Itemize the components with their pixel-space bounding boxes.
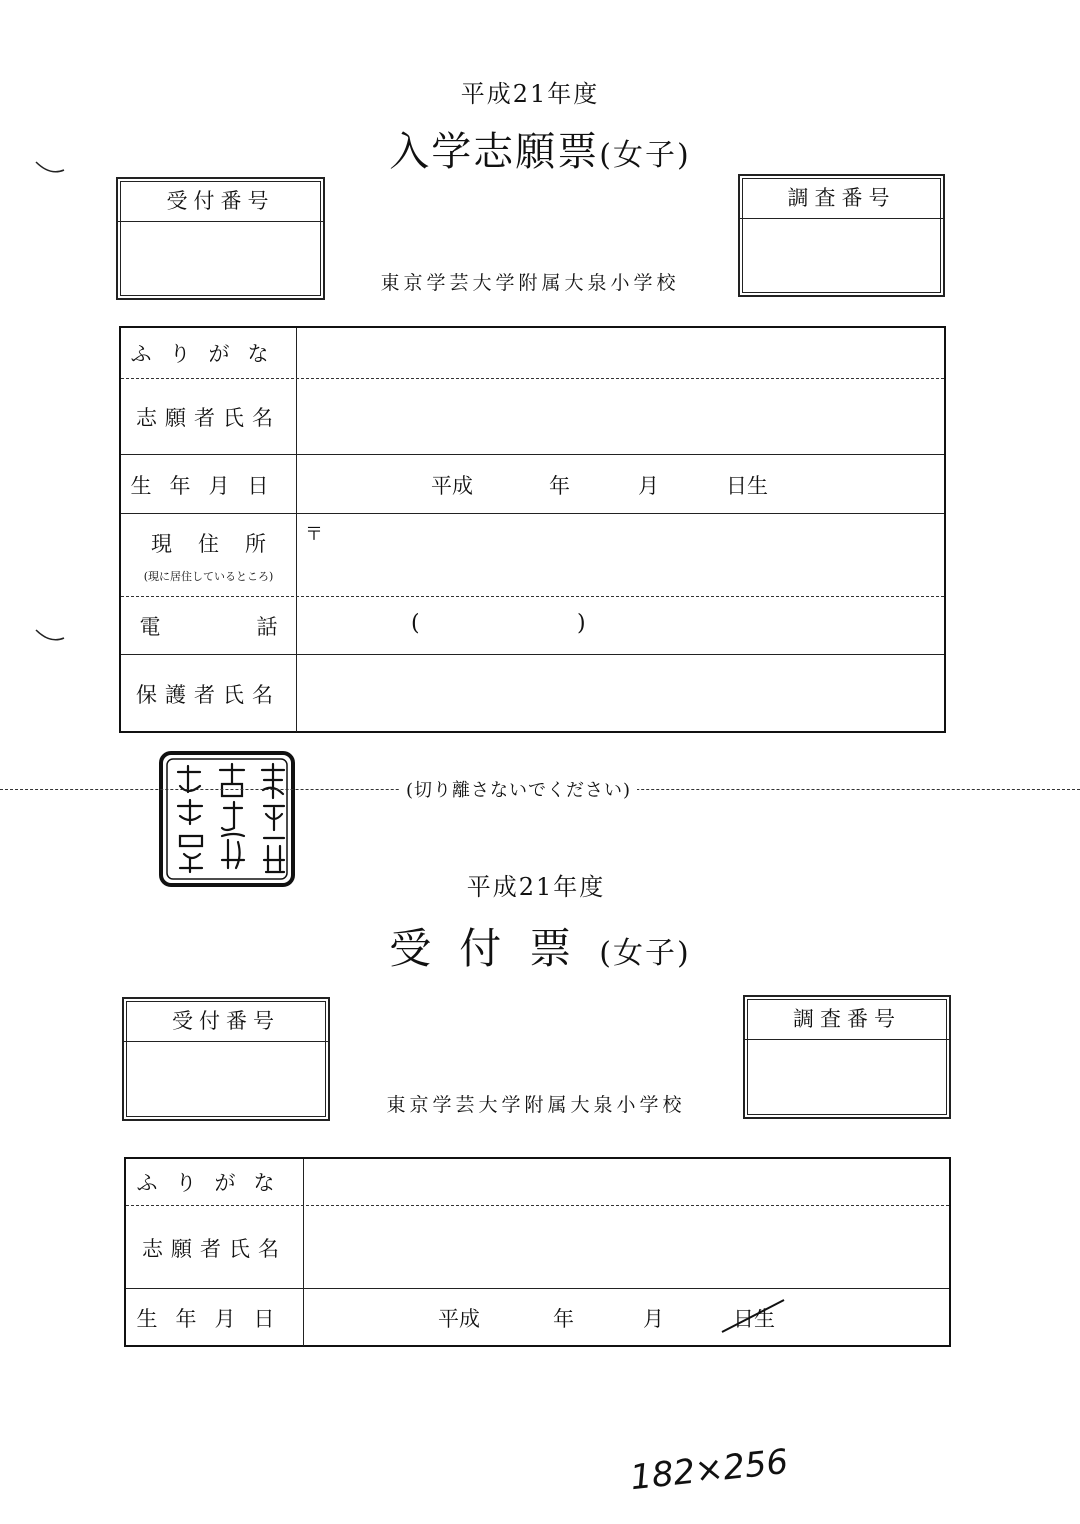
label-address: 現住所 xyxy=(151,531,292,556)
row-guardian-name[interactable] xyxy=(121,654,944,732)
pen-strike xyxy=(718,1296,790,1336)
label-birth-date: 生年月日 xyxy=(130,473,287,498)
slip-label-furigana: ふりがな xyxy=(136,1171,293,1195)
school-name: 東京学芸大学附属大泉小学校 xyxy=(380,272,680,294)
slip-date-year: 年 xyxy=(553,1306,574,1331)
page-title xyxy=(280,120,800,177)
handwritten-size-note: 182×256 xyxy=(628,1441,790,1499)
row-phone[interactable] xyxy=(121,596,944,655)
slip-reception-number-label: 受付番号 xyxy=(124,999,328,1042)
official-seal xyxy=(158,750,296,888)
reception-number-box[interactable] xyxy=(116,177,325,300)
slip-label-applicant-name: 志願者氏名 xyxy=(142,1236,287,1261)
row-address[interactable] xyxy=(121,513,944,597)
slip-date-month: 月 xyxy=(643,1306,664,1331)
slip-row-furigana xyxy=(126,1159,949,1205)
phone-paren-close: ) xyxy=(577,611,586,636)
survey-number-box[interactable] xyxy=(738,174,945,297)
phone-paren-open: ( xyxy=(411,611,420,636)
date-month: 月 xyxy=(638,473,659,498)
slip-fiscal-year: 平成21年度 xyxy=(466,873,606,901)
slip-label-birth-date: 生年月日 xyxy=(136,1306,293,1331)
reception-number-label: 受付番号 xyxy=(118,179,323,222)
label-guardian-name: 保護者氏名 xyxy=(136,682,281,707)
slip-date-era: 平成 xyxy=(438,1306,480,1331)
slip-date-day: 日生 xyxy=(733,1306,775,1331)
date-day: 日生 xyxy=(726,473,768,498)
slip-title xyxy=(300,916,780,976)
date-era: 平成 xyxy=(431,473,473,498)
survey-number-label: 調査番号 xyxy=(740,176,943,219)
slip-survey-number-label: 調査番号 xyxy=(745,997,949,1040)
application-form-table xyxy=(119,326,946,733)
label-furigana: ふりがな xyxy=(130,342,287,366)
row-applicant-name[interactable] xyxy=(121,378,944,455)
reception-slip-table xyxy=(124,1157,951,1347)
slip-reception-number-box[interactable] xyxy=(122,997,330,1121)
slip-title-text: 受付票 xyxy=(389,924,600,973)
slip-row-birth-date[interactable] xyxy=(126,1288,949,1346)
margin-mark-middle xyxy=(34,628,66,644)
label-address-note: (現に居住しているところ) xyxy=(143,569,274,583)
margin-mark-top xyxy=(34,160,66,176)
row-birth-date[interactable] xyxy=(121,454,944,514)
cut-notice: (切り離さないでください) xyxy=(400,776,637,802)
date-year: 年 xyxy=(549,473,570,498)
fiscal-year: 平成21年度 xyxy=(460,80,600,108)
slip-row-applicant-name[interactable] xyxy=(126,1205,949,1289)
postal-mark: 〒 xyxy=(305,524,323,545)
label-applicant-name: 志願者氏名 xyxy=(136,406,281,430)
slip-title-suffix: (女子) xyxy=(599,936,691,971)
row-furigana xyxy=(121,328,944,378)
label-phone: 電話 xyxy=(139,615,374,639)
slip-school-name: 東京学芸大学附属大泉小学校 xyxy=(386,1094,686,1116)
title-text: 入学志願票 xyxy=(389,129,600,175)
title-suffix: (女子) xyxy=(599,138,691,173)
slip-survey-number-box[interactable] xyxy=(743,995,951,1119)
